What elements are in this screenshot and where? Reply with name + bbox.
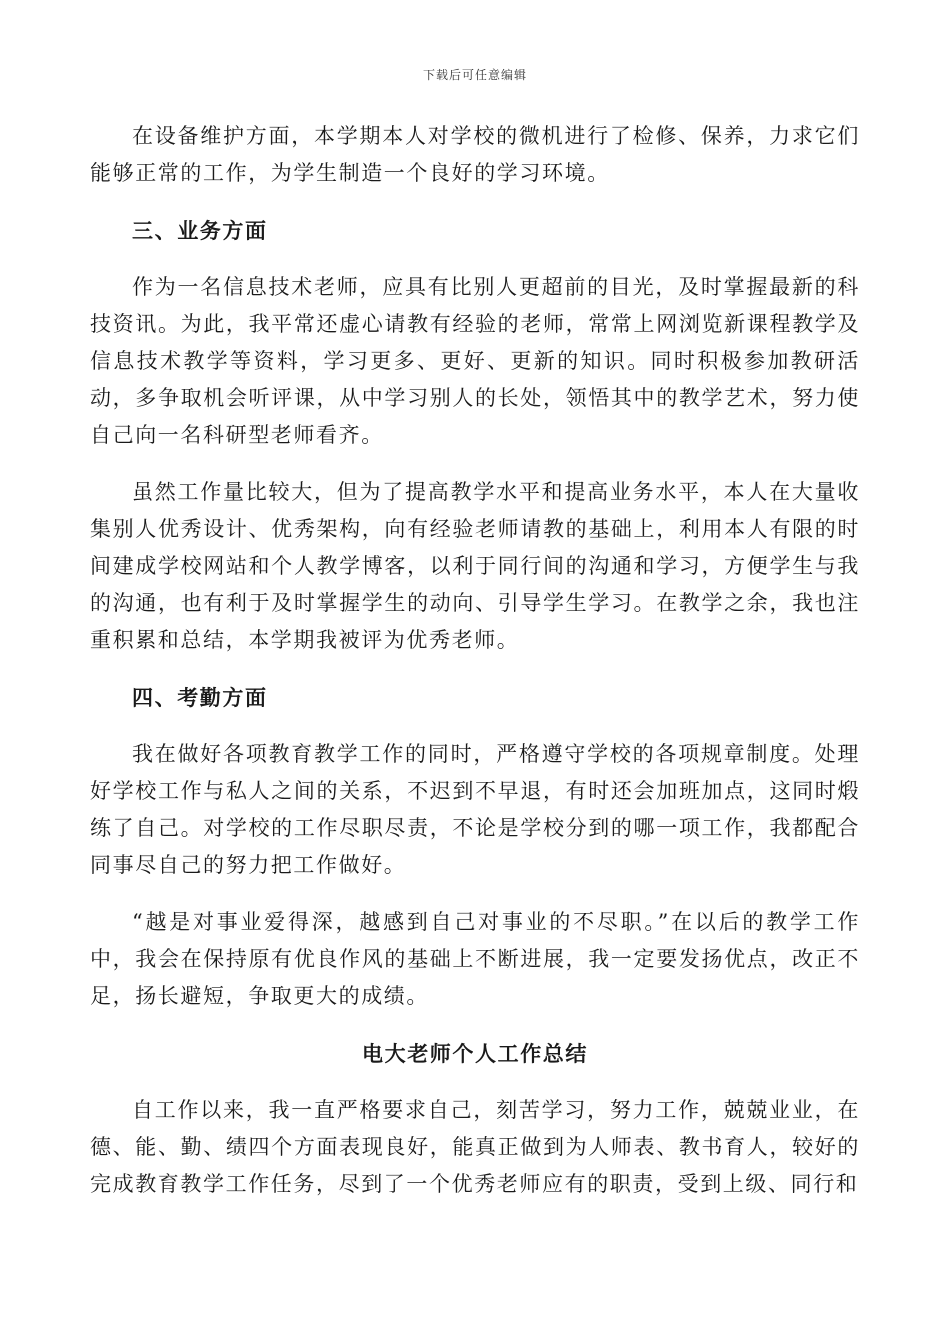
page-header: 下载后可任意编辑 — [422, 68, 527, 82]
section-heading-attendance: 四、考勤方面 — [132, 685, 268, 710]
document-title: 电大老师个人工作总结 — [362, 1041, 588, 1066]
document-body — [90, 118, 860, 1223]
paragraph-workload: 虽然工作量比较大，但为了提高教学水平和提高业务水平，本人在大量收集别人优秀设计、优秀架构，向有经验老师请教的基础上，利用本人有限的时间建成学校网站和个人教学博客，以利于同行间的沟通和学习，方便学生与我的沟通，也有利于及时掌握学生的动向、引导学生学习。在教学之余，我也注重积累和总结，本学期我被评为优秀老师。 — [90, 480, 860, 652]
paragraph-quote: “越是对事业爱得深，越感到自己对事业的不尽职。”在以后的教学工作中，我会在保持原有优良作风的基础上不断进展，我一定要发扬优点，改正不足，扬长避短，争取更大的成绩。 — [90, 910, 860, 1008]
section-heading-business: 三、业务方面 — [132, 218, 268, 243]
paragraph-self-intro: 自工作以来，我一直严格要求自己，刻苦学习，努力工作，兢兢业业，在德、能、勤、绩四个方面表现良好，能真正做到为人师表、教书育人，较好的完成教育教学工作任务，尽到了一个优秀老师应有的职责，受到上级、同行和 — [90, 1098, 860, 1196]
paragraph-it-teacher: 作为一名信息技术老师，应具有比别人更超前的目光，及时掌握最新的科技资讯。为此，我平常还虚心请教有经验的老师，常常上网浏览新课程教学及信息技术教学等资料，学习更多、更好、更新的知识。同时积极参加教研活动，多争取机会听评课，从中学习别人的长处，领悟其中的教学艺术，努力使自己向一名科研型老师看齐。 — [90, 275, 860, 447]
paragraph-rules: 我在做好各项教育教学工作的同时，严格遵守学校的各项规章制度。处理好学校工作与私人之间的关系，不迟到不早退，有时还会加班加点，这同时煅练了自己。对学校的工作尽职尽责，不论是学校分到的哪一项工作，我都配合同事尽自己的努力把工作做好。 — [90, 742, 860, 877]
paragraph-equipment-maintenance: 在设备维护方面，本学期本人对学校的微机进行了检修、保养，力求它们能够正常的工作，为学生制造一个良好的学习环境。 — [90, 124, 860, 185]
